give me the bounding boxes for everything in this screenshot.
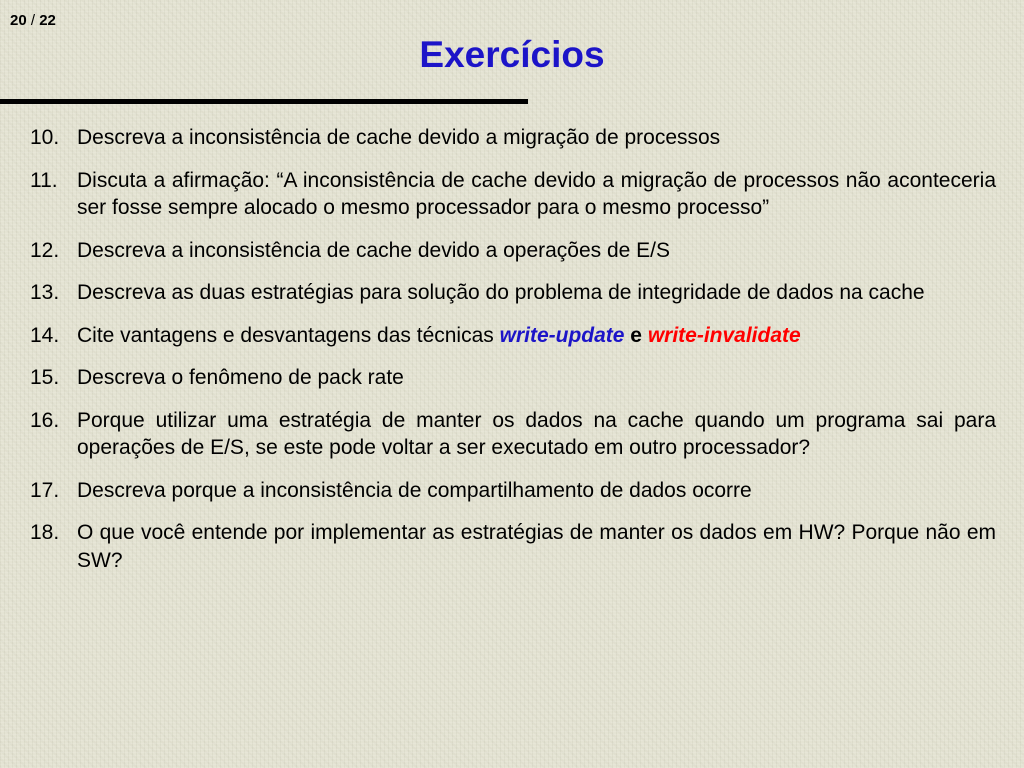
title-underline	[0, 99, 528, 104]
list-item	[30, 167, 996, 222]
list-item	[30, 364, 996, 392]
item-number: 12.	[30, 238, 60, 262]
item-number: 18.	[30, 521, 60, 544]
list-item	[30, 477, 996, 505]
item-text: Discuta a afirmação: “A inconsistência de cache devido a migração de processos não aconteceria ser fosse sempre alocado o mesmo processador para o mesmo processo”	[77, 168, 996, 219]
item-text: Descreva a inconsistência de cache devido a migração de processos	[77, 126, 721, 149]
item-number: 11.	[30, 168, 58, 192]
exercise-list	[30, 124, 996, 589]
list-item	[30, 519, 996, 574]
list-item	[30, 237, 996, 265]
page-current: 20	[10, 12, 27, 29]
item-number: 13.	[30, 281, 60, 304]
item-text: Cite vantagens e desvantagens das técnicas	[77, 323, 500, 347]
item-conjunction: e	[624, 323, 648, 347]
item-text: O que você entende por implementar as estratégias de manter os dados em HW? Porque não em SW?	[77, 521, 996, 572]
page-total: 22	[39, 12, 56, 29]
item-text: Descreva porque a inconsistência de compartilhamento de dados ocorre	[77, 478, 752, 502]
highlight-write-update: write-update	[499, 323, 625, 347]
item-number: 16.	[30, 408, 60, 432]
page-number	[10, 12, 56, 29]
page-separator: /	[26, 12, 40, 29]
list-item	[30, 279, 996, 307]
highlight-write-invalidate: write-invalidate	[647, 323, 801, 347]
item-number: 10.	[30, 126, 60, 149]
slide-title: Exercícios	[419, 34, 605, 75]
item-text: Descreva o fenômeno de pack rate	[77, 366, 404, 389]
item-number: 17.	[30, 478, 60, 502]
item-text: Porque utilizar uma estratégia de manter os dados na cache quando um programa sai para operações de E/S, se este pode voltar a ser executado em outro processador?	[77, 408, 996, 459]
item-number: 15.	[30, 366, 60, 389]
item-text: Descreva a inconsistência de cache devido a operações de E/S	[77, 238, 671, 262]
item-text: Descreva as duas estratégias para solução do problema de integridade de dados na cache	[77, 281, 925, 304]
list-item	[30, 407, 996, 462]
list-item	[30, 124, 996, 152]
item-number: 14.	[30, 323, 60, 347]
list-item	[30, 322, 996, 350]
